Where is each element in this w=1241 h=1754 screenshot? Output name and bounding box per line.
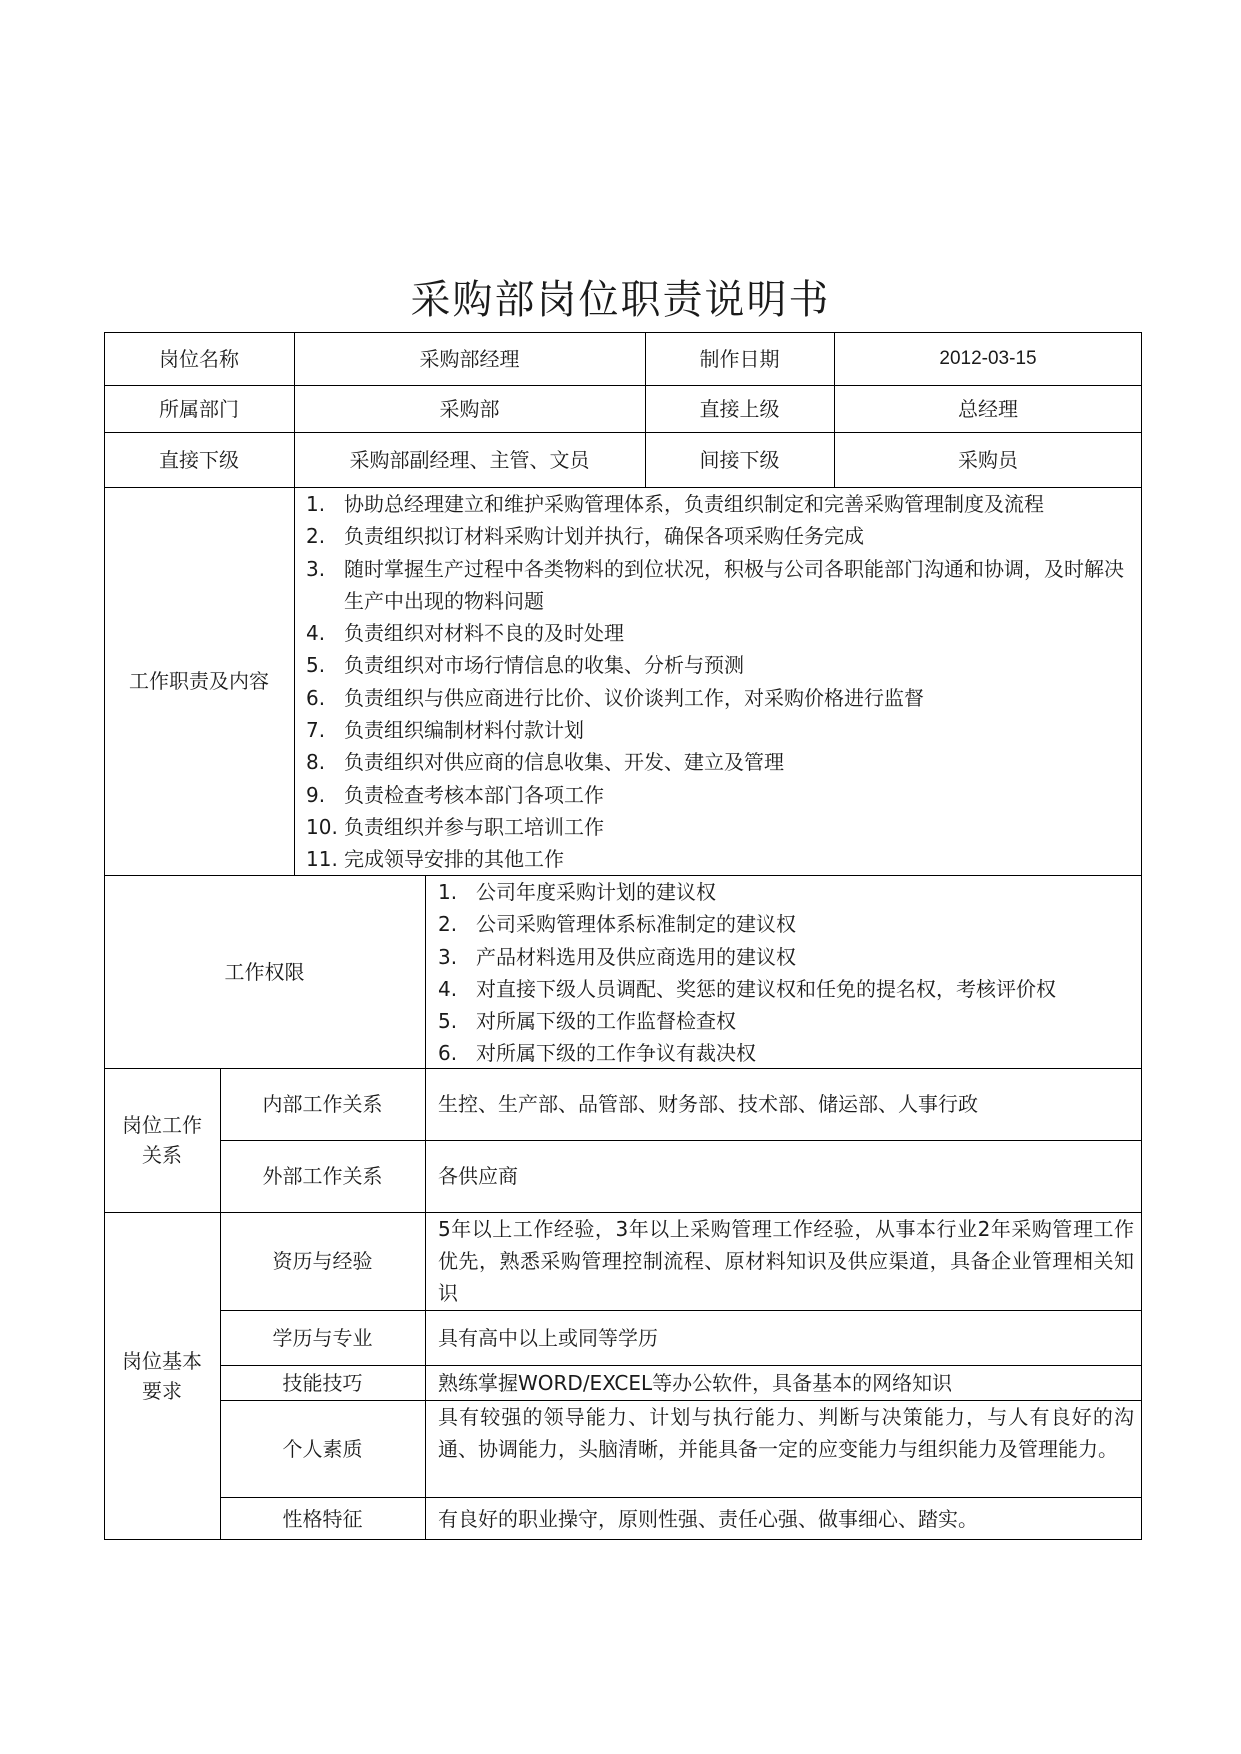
list-item: [306, 520, 1134, 552]
position-name-label: 岗位名称: [159, 346, 239, 371]
list-item-number: 1.: [306, 492, 326, 516]
document-title: 采购部岗位职责说明书: [410, 277, 831, 323]
skills-label: 技能技巧: [282, 1370, 363, 1395]
list-item-number: 3.: [306, 556, 326, 581]
character-value: 有良好的职业操守，原则性强、责任心强、做事细心、踏实。: [438, 1506, 978, 1531]
experience-label: 资历与经验: [272, 1249, 373, 1273]
authority-label: 工作权限: [224, 959, 305, 984]
list-item-text: 对直接下级人员调配、奖惩的建议权和任免的提名权，考核评价权: [476, 976, 1056, 1001]
list-item-text: 对所属下级的工作争议有裁决权: [476, 1041, 756, 1066]
list-item-number: 11.: [306, 847, 338, 872]
list-item-text: 完成领导安排的其他工作: [344, 847, 564, 872]
list-item-number: 10.: [306, 814, 338, 839]
list-item-text: 负责组织对材料不良的及时处理: [344, 621, 624, 646]
relations-label-line1: 岗位工作: [122, 1113, 202, 1137]
requirements-label-line1: 岗位基本: [122, 1349, 202, 1373]
experience-value: 5年以上工作经验，3年以上采购管理工作经验，从事本行业2年采购管理工作优先，熟悉采购管理控制流程、原材料知识及供应渠道，具备企业管理相关知识: [438, 1217, 1134, 1305]
position-name-value: 采购部经理: [419, 346, 520, 371]
list-item: [438, 973, 1134, 1005]
direct-superior-label: 直接上级: [699, 396, 780, 421]
duties-list: [306, 488, 1134, 876]
list-item-number: 6.: [438, 1041, 458, 1066]
list-item-number: 3.: [438, 944, 458, 969]
list-item-number: 6.: [306, 685, 326, 710]
education-label: 学历与专业: [272, 1325, 373, 1350]
quality-value: 具有较强的领导能力、计划与执行能力、判断与决策能力，与人有良好的沟通、协调能力，头脑清晰，并能具备一定的应变能力与组织能力及管理能力。: [438, 1405, 1134, 1461]
date-label: 制作日期: [699, 346, 780, 371]
list-item-text: 随时掌握生产过程中各类物料的到位状况，积极与公司各职能部门沟通和协调，及时解决生产中出现的物料问题: [344, 556, 1124, 613]
external-relation-label: 外部工作关系: [262, 1164, 383, 1188]
list-item: [306, 649, 1134, 681]
list-item: [306, 488, 1134, 520]
list-item: [438, 876, 1134, 908]
list-item-number: 4.: [306, 621, 326, 646]
list-item-text: 负责组织拟订材料采购计划并执行，确保各项采购任务完成: [344, 524, 864, 549]
list-item-number: 8.: [306, 750, 326, 775]
duties-label: 工作职责及内容: [129, 669, 269, 693]
list-item: [438, 1037, 1134, 1069]
requirements-label: [104, 1212, 220, 1540]
list-item-text: 对所属下级的工作监督检查权: [476, 1009, 736, 1034]
list-item-text: 公司采购管理体系标准制定的建议权: [476, 912, 796, 937]
list-item-text: 协助总经理建立和维护采购管理体系，负责组织制定和完善采购管理制度及流程: [344, 492, 1044, 516]
indirect-subordinate-value: 采购员: [958, 447, 1018, 472]
internal-relation-value: 生控、生产部、品管部、财务部、技术部、储运部、人事行政: [438, 1092, 978, 1116]
list-item: [306, 746, 1134, 778]
list-item: [306, 843, 1134, 875]
list-item-number: 1.: [438, 880, 458, 904]
direct-subordinate-label: 直接下级: [159, 447, 239, 472]
relations-label: [104, 1068, 220, 1212]
list-item-text: 公司年度采购计划的建议权: [476, 880, 716, 904]
list-item-number: 2.: [438, 912, 458, 937]
skills-value: 熟练掌握WORD/EXCEL等办公软件，具备基本的网络知识: [438, 1370, 953, 1395]
indirect-subordinate-label: 间接下级: [699, 447, 780, 472]
authority-list: [438, 876, 1134, 1070]
list-item-text: 产品材料选用及供应商选用的建议权: [476, 944, 796, 969]
list-item-number: 2.: [306, 524, 326, 549]
list-item-number: 5.: [438, 1009, 458, 1034]
col-divider: [425, 875, 426, 1540]
list-item-text: 负责组织对供应商的信息收集、开发、建立及管理: [344, 750, 784, 775]
list-item-number: 4.: [438, 976, 458, 1001]
list-item-text: 负责组织对市场行情信息的收集、分析与预测: [344, 653, 744, 678]
list-item-text: 负责检查考核本部门各项工作: [344, 782, 604, 807]
date-value: 2012-03-15: [939, 347, 1037, 369]
department-value: 采购部: [439, 396, 500, 421]
list-item-text: 负责组织与供应商进行比价、议价谈判工作，对采购价格进行监督: [344, 685, 924, 710]
requirements-label-line2: 要求: [142, 1379, 182, 1403]
list-item-text: 负责组织并参与职工培训工作: [344, 814, 604, 839]
list-item: [306, 682, 1134, 714]
list-item: [438, 1005, 1134, 1037]
list-item: [306, 811, 1134, 843]
list-item: [438, 908, 1134, 940]
internal-relation-label: 内部工作关系: [262, 1092, 383, 1116]
list-item: [306, 553, 1134, 618]
list-item-text: 负责组织编制材料付款计划: [344, 718, 584, 743]
list-item-number: 5.: [306, 653, 326, 678]
department-label: 所属部门: [159, 396, 239, 421]
list-item: [306, 779, 1134, 811]
character-label: 性格特征: [282, 1506, 363, 1531]
direct-subordinate-value: 采购部副经理、主管、文员: [349, 447, 590, 472]
external-relation-value: 各供应商: [438, 1164, 518, 1188]
list-item: [306, 714, 1134, 746]
list-item-number: 9.: [306, 782, 326, 807]
direct-superior-value: 总经理: [958, 396, 1018, 421]
list-item-number: 7.: [306, 718, 326, 743]
list-item: [306, 617, 1134, 649]
relations-label-line2: 关系: [142, 1143, 182, 1167]
quality-label: 个人素质: [282, 1436, 363, 1461]
list-item: [438, 941, 1134, 973]
education-value: 具有高中以上或同等学历: [438, 1325, 658, 1350]
